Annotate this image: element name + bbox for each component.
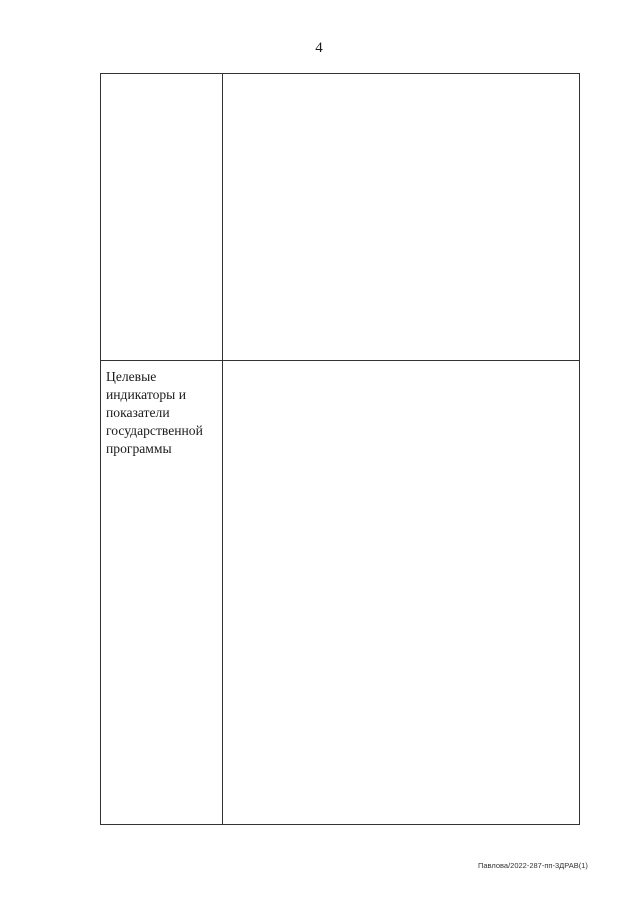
table-row-divider [101,360,579,361]
target-indicators-label: Целевые индикаторы и показатели государственной программы [106,369,203,456]
table-column-divider [222,74,223,824]
page-number: 4 [315,40,323,56]
program-table [100,73,580,825]
document-footer-code: Павлова/2022-287-пп-3ДРАВ(1) [478,861,588,870]
